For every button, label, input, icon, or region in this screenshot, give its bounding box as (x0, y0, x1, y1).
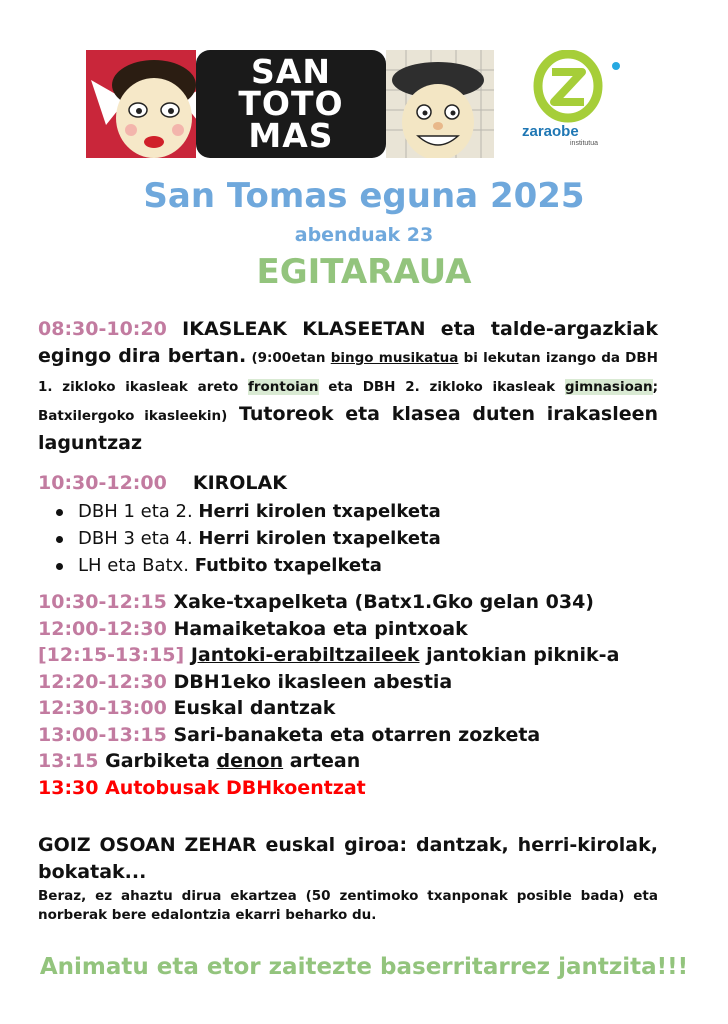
banner-title (196, 52, 386, 155)
closing-message: Animatu eta etor zaitezte baserritarrez jantzita!!! (39, 954, 689, 980)
schedule-row (38, 695, 658, 722)
time-label: 13:15 (38, 750, 99, 772)
schedule-row (38, 748, 658, 775)
schedule-text: Sari-banaketa eta otarren zozketa (166, 723, 541, 746)
banner-title-line: TOTO (238, 84, 344, 123)
event-date: abenduak 23 (294, 224, 434, 246)
item-group: LH eta Batx. (78, 555, 195, 576)
bingo-text: bingo musikatua (330, 350, 459, 366)
block-main-text: IKASLEAK KLASEETAN eta talde-argazkiak egingo dira bertan. (38, 318, 658, 367)
atmosphere-text: GOIZ OSOAN ZEHAR euskal giroa: dantzak, herri-kirolak, bokatak... (38, 834, 658, 883)
bus-departure: 13:30 Autobusak DBHkoentzat (38, 776, 366, 799)
schedule-text: Garbiketa (98, 750, 217, 772)
schedule-text: artean (283, 750, 361, 772)
sports-heading (38, 470, 658, 496)
list-item (78, 552, 658, 579)
schedule-row (38, 589, 658, 616)
time-label: 12:00-12:30 (38, 617, 167, 640)
page-title: San Tomas eguna 2025 (143, 176, 585, 216)
time-label: 08:30-10:20 (38, 318, 167, 340)
schedule-text: Hamaiketakoa eta pintxoak (166, 617, 468, 640)
item-event: Herri kirolen txapelketa (198, 528, 441, 549)
schedule-text: jantokian piknik-a (419, 644, 620, 666)
time-label: 13:00-13:15 (38, 723, 167, 746)
item-event: Herri kirolen txapelketa (198, 501, 441, 522)
banner-title-line: SAN (251, 52, 331, 91)
reminder-note: Beraz, ez ahaztu dirua ekartzea (50 zentimoko txanponak posible bada) eta norberak bere edalontzia ekarri beharko du. (38, 888, 658, 923)
sports-label: KIROLAK (192, 472, 287, 494)
schedule-text: Euskal dantzak (166, 697, 336, 719)
schedule-text: DBH1eko ikasleen abestia (166, 670, 453, 693)
schedule-row (38, 616, 658, 643)
frontoia-highlight: frontoian (248, 379, 319, 395)
item-group: DBH 3 eta 4. (78, 528, 199, 549)
schedule-row (38, 669, 658, 696)
item-group: DBH 1 eta 2. (78, 501, 199, 522)
time-label: 10:30-12:00 (38, 472, 167, 494)
san-tomas-banner (86, 50, 494, 158)
time-label: 10:30-12:15 (38, 591, 167, 613)
zaraobe-logo (520, 50, 630, 150)
list-item (78, 498, 658, 525)
schedule-row (38, 722, 658, 749)
item-event: Futbito txapelketa (194, 555, 382, 576)
program-heading: EGITARAUA (256, 252, 472, 292)
sports-block (38, 470, 658, 579)
schedule-list (38, 589, 658, 801)
gimnasioa-highlight: gimnasioan (564, 379, 653, 395)
schedule-text: Xake-txapelketa (Batx1.Gko gelan 034) (166, 591, 594, 613)
banner-title-line: MAS (248, 116, 334, 155)
time-label: 12:20-12:30 (38, 670, 167, 693)
logo-subtitle: institutua (570, 140, 599, 147)
time-label: 12:30-13:00 (38, 697, 167, 719)
time-label: [12:15-13:15] (38, 644, 185, 666)
schedule-row (38, 642, 658, 669)
block-note-text: bi lekutan izango da DBH 1. zikloko ikasleak areto (38, 350, 658, 395)
morning-classes-block (38, 316, 658, 457)
zaraobe-logo-icon (520, 50, 630, 130)
sports-list (38, 498, 658, 579)
block-end-text: Tutoreok eta klasea duten irakasleen laguntzaz (38, 403, 659, 454)
block-note-text: ; Batxilergoko ikasleekin) (38, 379, 658, 424)
block-note-text: (9:00etan (246, 350, 331, 366)
schedule-underlined: denon (216, 750, 284, 772)
block-note-text: eta DBH 2. zikloko ikasleak (318, 379, 565, 395)
list-item (78, 525, 658, 552)
schedule-underlined: Jantoki-erabiltzaileek (190, 644, 420, 666)
logo-name: zaraobe (522, 123, 579, 140)
morning-atmosphere-block (38, 832, 658, 925)
